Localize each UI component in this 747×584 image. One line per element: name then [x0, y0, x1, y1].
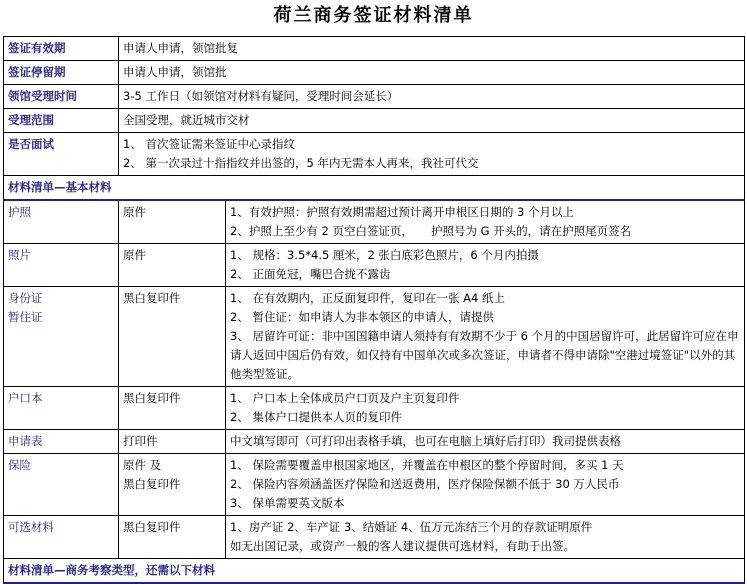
material-row-optional — [4, 516, 745, 559]
info-row-scope — [4, 109, 745, 133]
label-optional: 可选材料 — [4, 516, 119, 559]
notes-id — [226, 287, 745, 387]
type-passport: 原件 — [119, 200, 226, 244]
passport-note-1: 1、有效护照：护照有效期需超过预计离开申根区日期的 3 个月以上 — [230, 205, 574, 219]
optional-note-1: 1、房产证 2、车产证 3、结婚证 4、伍万元冻结三个月的存款证明原件 — [230, 520, 593, 534]
value-processing-time: 3-5 工作日（如领馆对材料有疑问，受理时间会延长） — [119, 85, 745, 109]
notes-application — [226, 430, 745, 454]
passport-note-2a: 2、护照上至少有 2 页空白签证页， — [230, 224, 413, 238]
label-hukou: 户口本 — [4, 387, 119, 430]
label-insurance: 保险 — [4, 454, 119, 516]
optional-note-2: 如无出国记录，或资产一般的客人建议提供可选材料，有助于出签。 — [230, 539, 575, 553]
value-interview — [119, 133, 745, 176]
type-photo: 原件 — [119, 244, 226, 287]
value-scope: 全国受理，就近城市交材 — [119, 109, 745, 133]
page-title: 荷兰商务签证材料清单 — [273, 5, 474, 26]
id-note-1: 1、 在有效期内，正反面复印件，复印在一张 A4 纸上 — [230, 291, 505, 305]
materials-table — [3, 36, 745, 584]
section-title-basic: 材料清单—基本材料 — [4, 176, 745, 201]
hukou-note-2: 2、 集体户口提供本人页的复印件 — [230, 410, 402, 424]
id-note-3: 3、 居留许可证：非中国国籍申请人须持有有效期不少于 6 个月的中国居留许可，此居留许可应在申请人返回中国后仍有效，如仅持有中国单次或多次签证，申请者不得申请除"空港过境签证"以外的其他类型签证。 — [230, 329, 739, 381]
insurance-note-2: 2、 保险内容须涵盖医疗保险和送返费用，医疗保险保额不低于 30 万人民币 — [230, 477, 620, 491]
insurance-note-1: 1、 保险需要覆盖申根国家地区，并覆盖在申根区的整个停留时间，多买 1 天 — [230, 458, 624, 472]
material-row-photo — [4, 244, 745, 287]
label-interview: 是否面试 — [4, 133, 119, 176]
label-residence-permit: 暂住证 — [8, 310, 43, 324]
hukou-note-1: 1、 户口本上全体成员户口页及户主页复印件 — [230, 391, 460, 405]
photo-note-2: 2、 正面免冠，嘴巴合拢不露齿 — [230, 267, 391, 281]
interview-line-1: 1、 首次签证需来签证中心录指纹 — [123, 137, 295, 151]
passport-note-2 — [230, 222, 740, 241]
interview-line-2: 2、 第一次录过十指指纹并出签的，5 年内无需本人再来，我社可代交 — [123, 156, 479, 170]
notes-passport — [226, 200, 745, 244]
type-id: 黑白复印件 — [119, 287, 226, 387]
info-row-processing-time — [4, 85, 745, 109]
info-row-validity — [4, 37, 745, 61]
type-hukou: 黑白复印件 — [119, 387, 226, 430]
photo-note-1: 1、 规格：3.5*4.5 厘米，2 张白底彩色照片，6 个月内拍摄 — [230, 248, 539, 262]
material-row-application — [4, 430, 745, 454]
type-optional: 黑白复印件 — [119, 516, 226, 559]
passport-note-2b: 护照号为 G 开头的，请在护照尾页签名 — [430, 224, 632, 238]
notes-hukou — [226, 387, 745, 430]
label-validity: 签证有效期 — [4, 37, 119, 61]
type-insurance-copy: 黑白复印件 — [123, 477, 181, 491]
type-insurance-original: 原件 及 — [123, 458, 162, 472]
label-scope: 受理范围 — [4, 109, 119, 133]
material-row-hukou — [4, 387, 745, 430]
value-validity: 申请人申请，领馆批复 — [119, 37, 745, 61]
info-row-interview — [4, 133, 745, 176]
label-passport: 护照 — [4, 200, 119, 244]
application-note-1: 中文填写即可（可打印出表格手填，也可在电脑上填好后打印）我司提供表格 — [230, 434, 621, 448]
type-insurance — [119, 454, 226, 516]
value-stay: 申请人申请，领馆批 — [119, 61, 745, 85]
id-note-2: 2、 暂住证：如申请人为非本领区的申请人，请提供 — [230, 310, 494, 324]
label-id-card: 身份证 — [8, 291, 43, 305]
material-row-id — [4, 287, 745, 387]
label-id — [4, 287, 119, 387]
notes-optional — [226, 516, 745, 559]
section-title-business: 材料清单—商务考察类型，还需以下材料 — [4, 559, 745, 584]
insurance-note-3: 3、 保单需要英文版本 — [230, 496, 345, 510]
label-photo: 照片 — [4, 244, 119, 287]
label-application: 申请表 — [4, 430, 119, 454]
section-header-business — [4, 559, 745, 584]
notes-insurance — [226, 454, 745, 516]
section-header-basic — [4, 176, 745, 201]
material-row-passport — [4, 200, 745, 244]
info-row-stay — [4, 61, 745, 85]
type-application: 打印件 — [119, 430, 226, 454]
notes-photo — [226, 244, 745, 287]
material-row-insurance — [4, 454, 745, 516]
label-processing-time: 领馆受理时间 — [4, 85, 119, 109]
label-stay: 签证停留期 — [4, 61, 119, 85]
